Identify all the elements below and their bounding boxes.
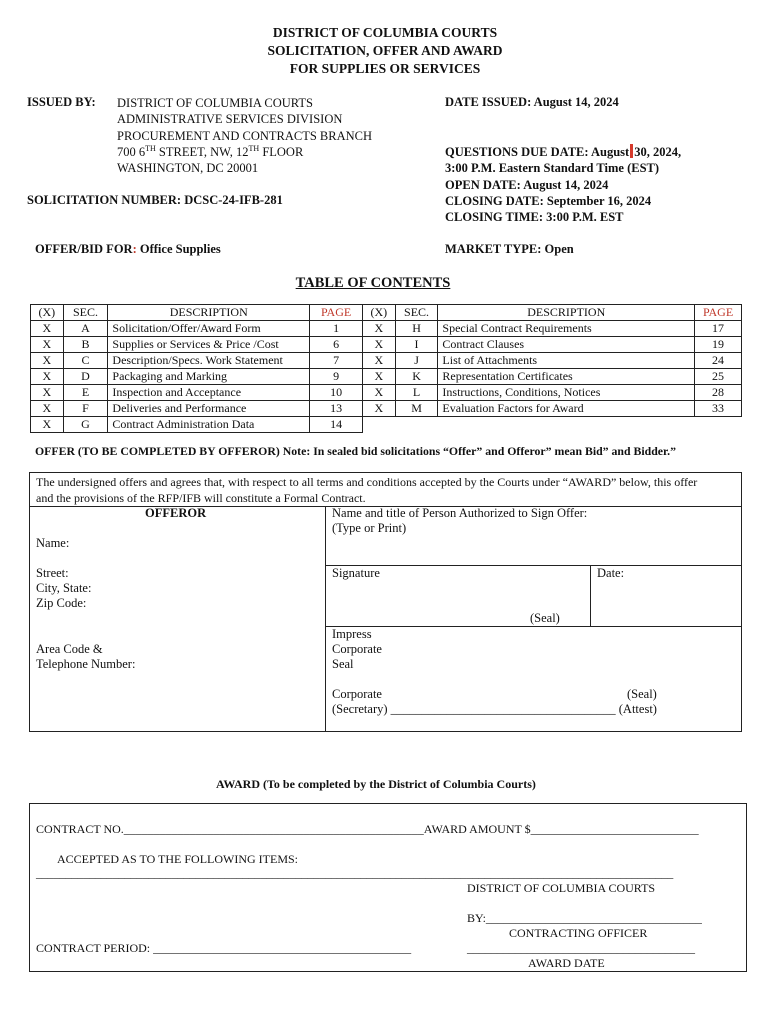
table-row: X C Description/Specs. Work Statement 7 X J List of Attachments 24: [31, 353, 742, 369]
questions-due-date: QUESTIONS DUE DATE: August 30, 2024,: [445, 145, 682, 159]
contracting-officer-label: CONTRACTING OFFICER: [509, 926, 648, 940]
open-date: OPEN DATE: August 14, 2024: [445, 177, 609, 192]
impress-seal-label: Impress Corporate Seal: [332, 627, 382, 671]
toc-header-description-2: DESCRIPTION: [438, 305, 695, 321]
seal-label-2: (Seal): [627, 687, 657, 701]
award-heading: AWARD (To be completed by the District of Columbia Courts): [216, 777, 536, 791]
market-type: MARKET TYPE: Open: [445, 242, 574, 256]
date-issued: DATE ISSUED: August 14, 2024: [445, 95, 619, 109]
issued-by-label: ISSUED BY:: [27, 95, 96, 109]
table-row: X B Supplies or Services & Price /Cost 6 X I Contract Clauses 19: [31, 337, 742, 353]
address-labels: [36, 566, 91, 611]
secretary-attest-line: (Secretary) ____________________________________ (Attest): [332, 702, 657, 716]
toc-header-description: DESCRIPTION: [108, 305, 310, 321]
toc-title: TABLE OF CONTENTS: [295, 275, 451, 291]
document-title-line-1: DISTRICT OF COLUMBIA COURTS: [272, 25, 498, 40]
text-cursor: [630, 144, 633, 158]
award-date-label: AWARD DATE: [528, 956, 605, 970]
table-row: X F Deliveries and Performance 13 X M Evaluation Factors for Award 33: [31, 401, 742, 417]
zip-code-label: Zip Code:: [36, 596, 87, 610]
accepted-items-label: ACCEPTED AS TO THE FOLLOWING ITEMS:: [57, 852, 299, 866]
telephone-labels: Area Code & Telephone Number:: [36, 642, 136, 671]
toc-header-sec-2: SEC.: [395, 305, 438, 321]
offer-intro: The undersigned offers and agrees that, with respect to all terms and conditions accepted by the Courts under “AWARD” below, this offer and the provisions of the RFP/IFB will constitute a Formal Contract.: [36, 475, 698, 505]
questions-due-time: 3:00 P.M. Eastern Standard Time (EST): [445, 161, 660, 176]
table-row: X G Contract Administration Data 14: [31, 417, 742, 433]
table-row: X E Inspection and Acceptance 10 X L Instructions, Conditions, Notices 28: [31, 385, 742, 401]
toc-header-page-2: PAGE: [695, 305, 742, 321]
table-of-contents: [30, 304, 742, 433]
closing-date: CLOSING DATE: September 16, 2024: [445, 193, 652, 208]
toc-header-row: [31, 305, 742, 321]
authorized-signer-label: Name and title of Person Authorized to Sign Offer: (Type or Print): [332, 506, 588, 535]
contract-period-line: CONTRACT PERIOD: ___________________________________________: [36, 941, 412, 955]
solicitation-number: SOLICITATION NUMBER: DCSC-24-IFB-281: [27, 193, 283, 207]
table-row: X D Packaging and Marking 9 X K Representation Certificates 25: [31, 369, 742, 385]
issuer-line-2: ADMINISTRATIVE SERVICES DIVISION: [117, 112, 343, 127]
closing-time: CLOSING TIME: 3:00 P.M. EST: [445, 210, 624, 225]
offer-note: OFFER (TO BE COMPLETED BY OFFEROR) Note: In sealed bid solicitations “Offer” and Offeror” mean Bid” and Bidder.”: [35, 444, 676, 458]
offeror-heading: OFFEROR: [145, 506, 207, 520]
seal-label: (Seal): [530, 611, 560, 625]
document-title-line-3: FOR SUPPLIES OR SERVICES: [289, 61, 481, 76]
issuer-street: 700 6TH STREET, NW, 12TH FLOOR: [117, 143, 304, 159]
accepted-items-rule: ____________________________________________________________________________________________________________: [36, 866, 674, 880]
toc-header-page: PAGE: [310, 305, 363, 321]
issuer-line-1: DISTRICT OF COLUMBIA COURTS: [117, 96, 313, 110]
street-label: Street:: [36, 566, 69, 580]
key-dates: [445, 144, 681, 225]
name-label: Name:: [36, 536, 70, 550]
city-state-label: City, State:: [36, 581, 92, 595]
issuer-line-3: PROCUREMENT AND CONTRACTS BRANCH: [117, 128, 373, 143]
date-label: Date:: [597, 566, 625, 580]
offer-bid-for: OFFER/BID FOR: Office Supplies: [35, 242, 221, 256]
corporate-label: Corporate: [332, 687, 382, 701]
document-title-line-2: SOLICITATION, OFFER AND AWARD: [267, 43, 503, 58]
toc-header-x-2: (X): [363, 305, 396, 321]
dc-courts-label: DISTRICT OF COLUMBIA COURTS: [467, 881, 656, 895]
contract-number-line: CONTRACT NO.__________________________________________________AWARD AMOUNT $____________________________: [36, 822, 699, 836]
by-signature-line: BY:____________________________________: [467, 911, 702, 925]
award-date-rule: ______________________________________: [467, 941, 695, 955]
toc-header-sec: SEC.: [63, 305, 108, 321]
issuer-city: WASHINGTON, DC 20001: [117, 161, 259, 176]
issued-by-address: [117, 95, 372, 176]
signature-label: Signature: [332, 566, 380, 580]
toc-header-x: (X): [31, 305, 64, 321]
table-row: X A Solicitation/Offer/Award Form 1 X H Special Contract Requirements 17: [31, 321, 742, 337]
